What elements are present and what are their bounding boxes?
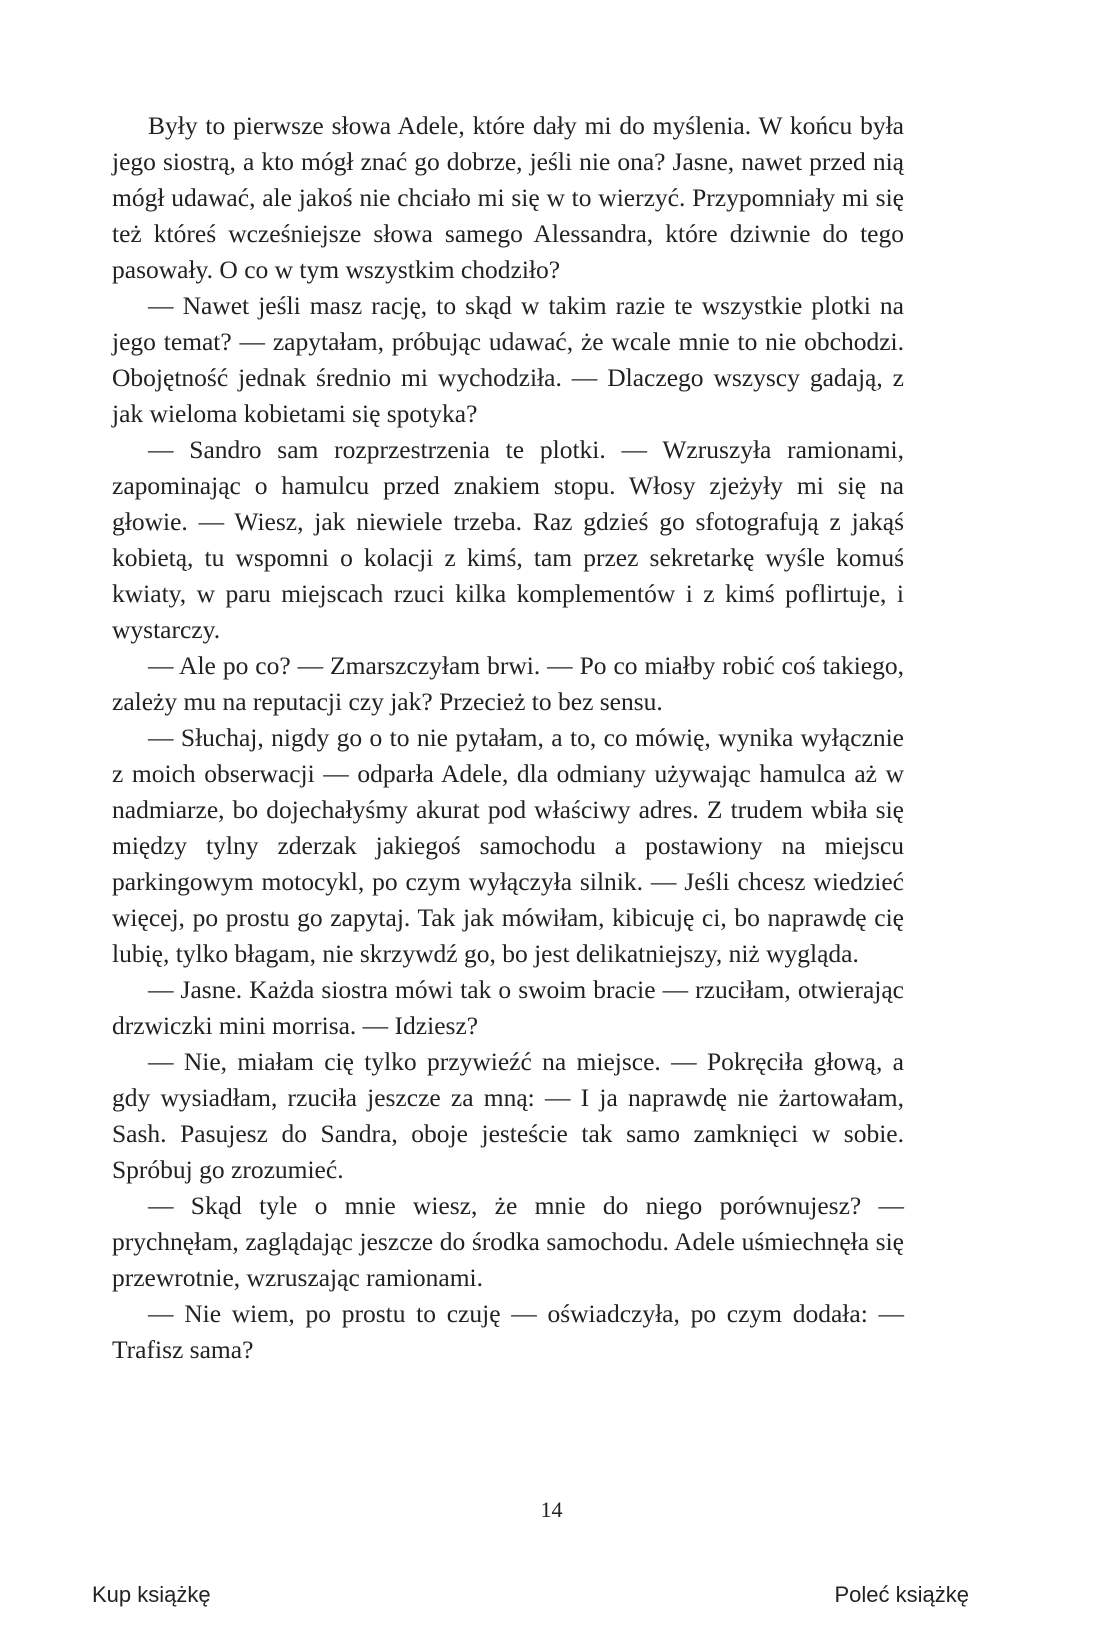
paragraph: — Ale po co? — Zmarszczyłam brwi. — Po co miałby robić coś takiego, zależy mu na reputacji czy jak? Przecież to bez sensu. [112,651,904,716]
paragraph: — Sandro sam rozprzestrzenia te plotki. — Wzruszyła ramionami, zapominając o hamulcu przed znakiem stopu. Włosy zjeżyły mi się na głowie. — Wiesz, jak niewiele trzeba. Raz gdzieś go sfotografują z jakąś kobietą, tu wspomni o kolacji z kimś, tam przez sekretarkę wyśle komuś kwiaty, w paru miejscach rzuci kilka komplementów i z kimś poflirtuje, i wystarczy. [112,435,904,644]
paragraph: — Nie, miałam cię tylko przywieźć na miejsce. — Pokręciła głową, a gdy wysiadłam, rzuciła jeszcze za mną: — I ja naprawdę nie żartowałam, Sash. Pasujesz do Sandra, oboje jesteście tak samo zamknięci w sobie. Spróbuj go zrozumieć. [112,1047,904,1184]
paragraph: — Nawet jeśli masz rację, to skąd w takim razie te wszystkie plotki na jego temat? — zapytałam, próbując udawać, że wcale mnie to nie obchodzi. Obojętność jednak średnio mi wychodziła. — Dlaczego wszyscy gadają, z jak wieloma kobietami się spotyka? [112,291,904,428]
paragraph: — Jasne. Każda siostra mówi tak o swoim bracie — rzuciłam, otwierając drzwiczki mini morrisa. — Idziesz? [112,975,904,1040]
book-page-text [112,108,904,1368]
paragraph: Były to pierwsze słowa Adele, które dały mi do myślenia. W końcu była jego siostrą, a kto mógł znać go dobrze, jeśli nie ona? Jasne, nawet przed nią mógł udawać, ale jakoś nie chciało mi się w to wierzyć. Przypomniały mi się też któreś wcześniejsze słowa samego Alessandra, które dziwnie do tego pasowały. O co w tym wszystkim chodziło? [112,111,904,284]
paragraph: — Skąd tyle o mnie wiesz, że mnie do niego porównujesz? — prychnęłam, zaglądając jeszcze do środka samochodu. Adele uśmiechnęła się przewrotnie, wzruszając ramionami. [112,1191,904,1292]
buy-book-link[interactable]: Kup książkę [92,1582,211,1607]
page-number: 14 [540,1497,563,1522]
paragraph: — Słuchaj, nigdy go o to nie pytałam, a to, co mówię, wynika wyłącznie z moich obserwacji — odparła Adele, dla odmiany używając hamulca aż w nadmiarze, bo dojechałyśmy akurat pod właściwy adres. Z trudem wbiła się między tylny zderzak jakiegoś samochodu a postawiony na miejscu parkingowym motocykl, po czym wyłączyła silnik. — Jeśli chcesz wiedzieć więcej, po prostu go zapytaj. Tak jak mówiłam, kibicuję ci, bo naprawdę cię lubię, tylko błagam, nie skrzywdź go, bo jest delikatniejszy, niż wygląda. [112,723,904,968]
recommend-book-link[interactable]: Poleć książkę [834,1582,969,1607]
paragraph: — Nie wiem, po prostu to czuję — oświadczyła, po czym dodała: — Trafisz sama? [112,1299,904,1364]
